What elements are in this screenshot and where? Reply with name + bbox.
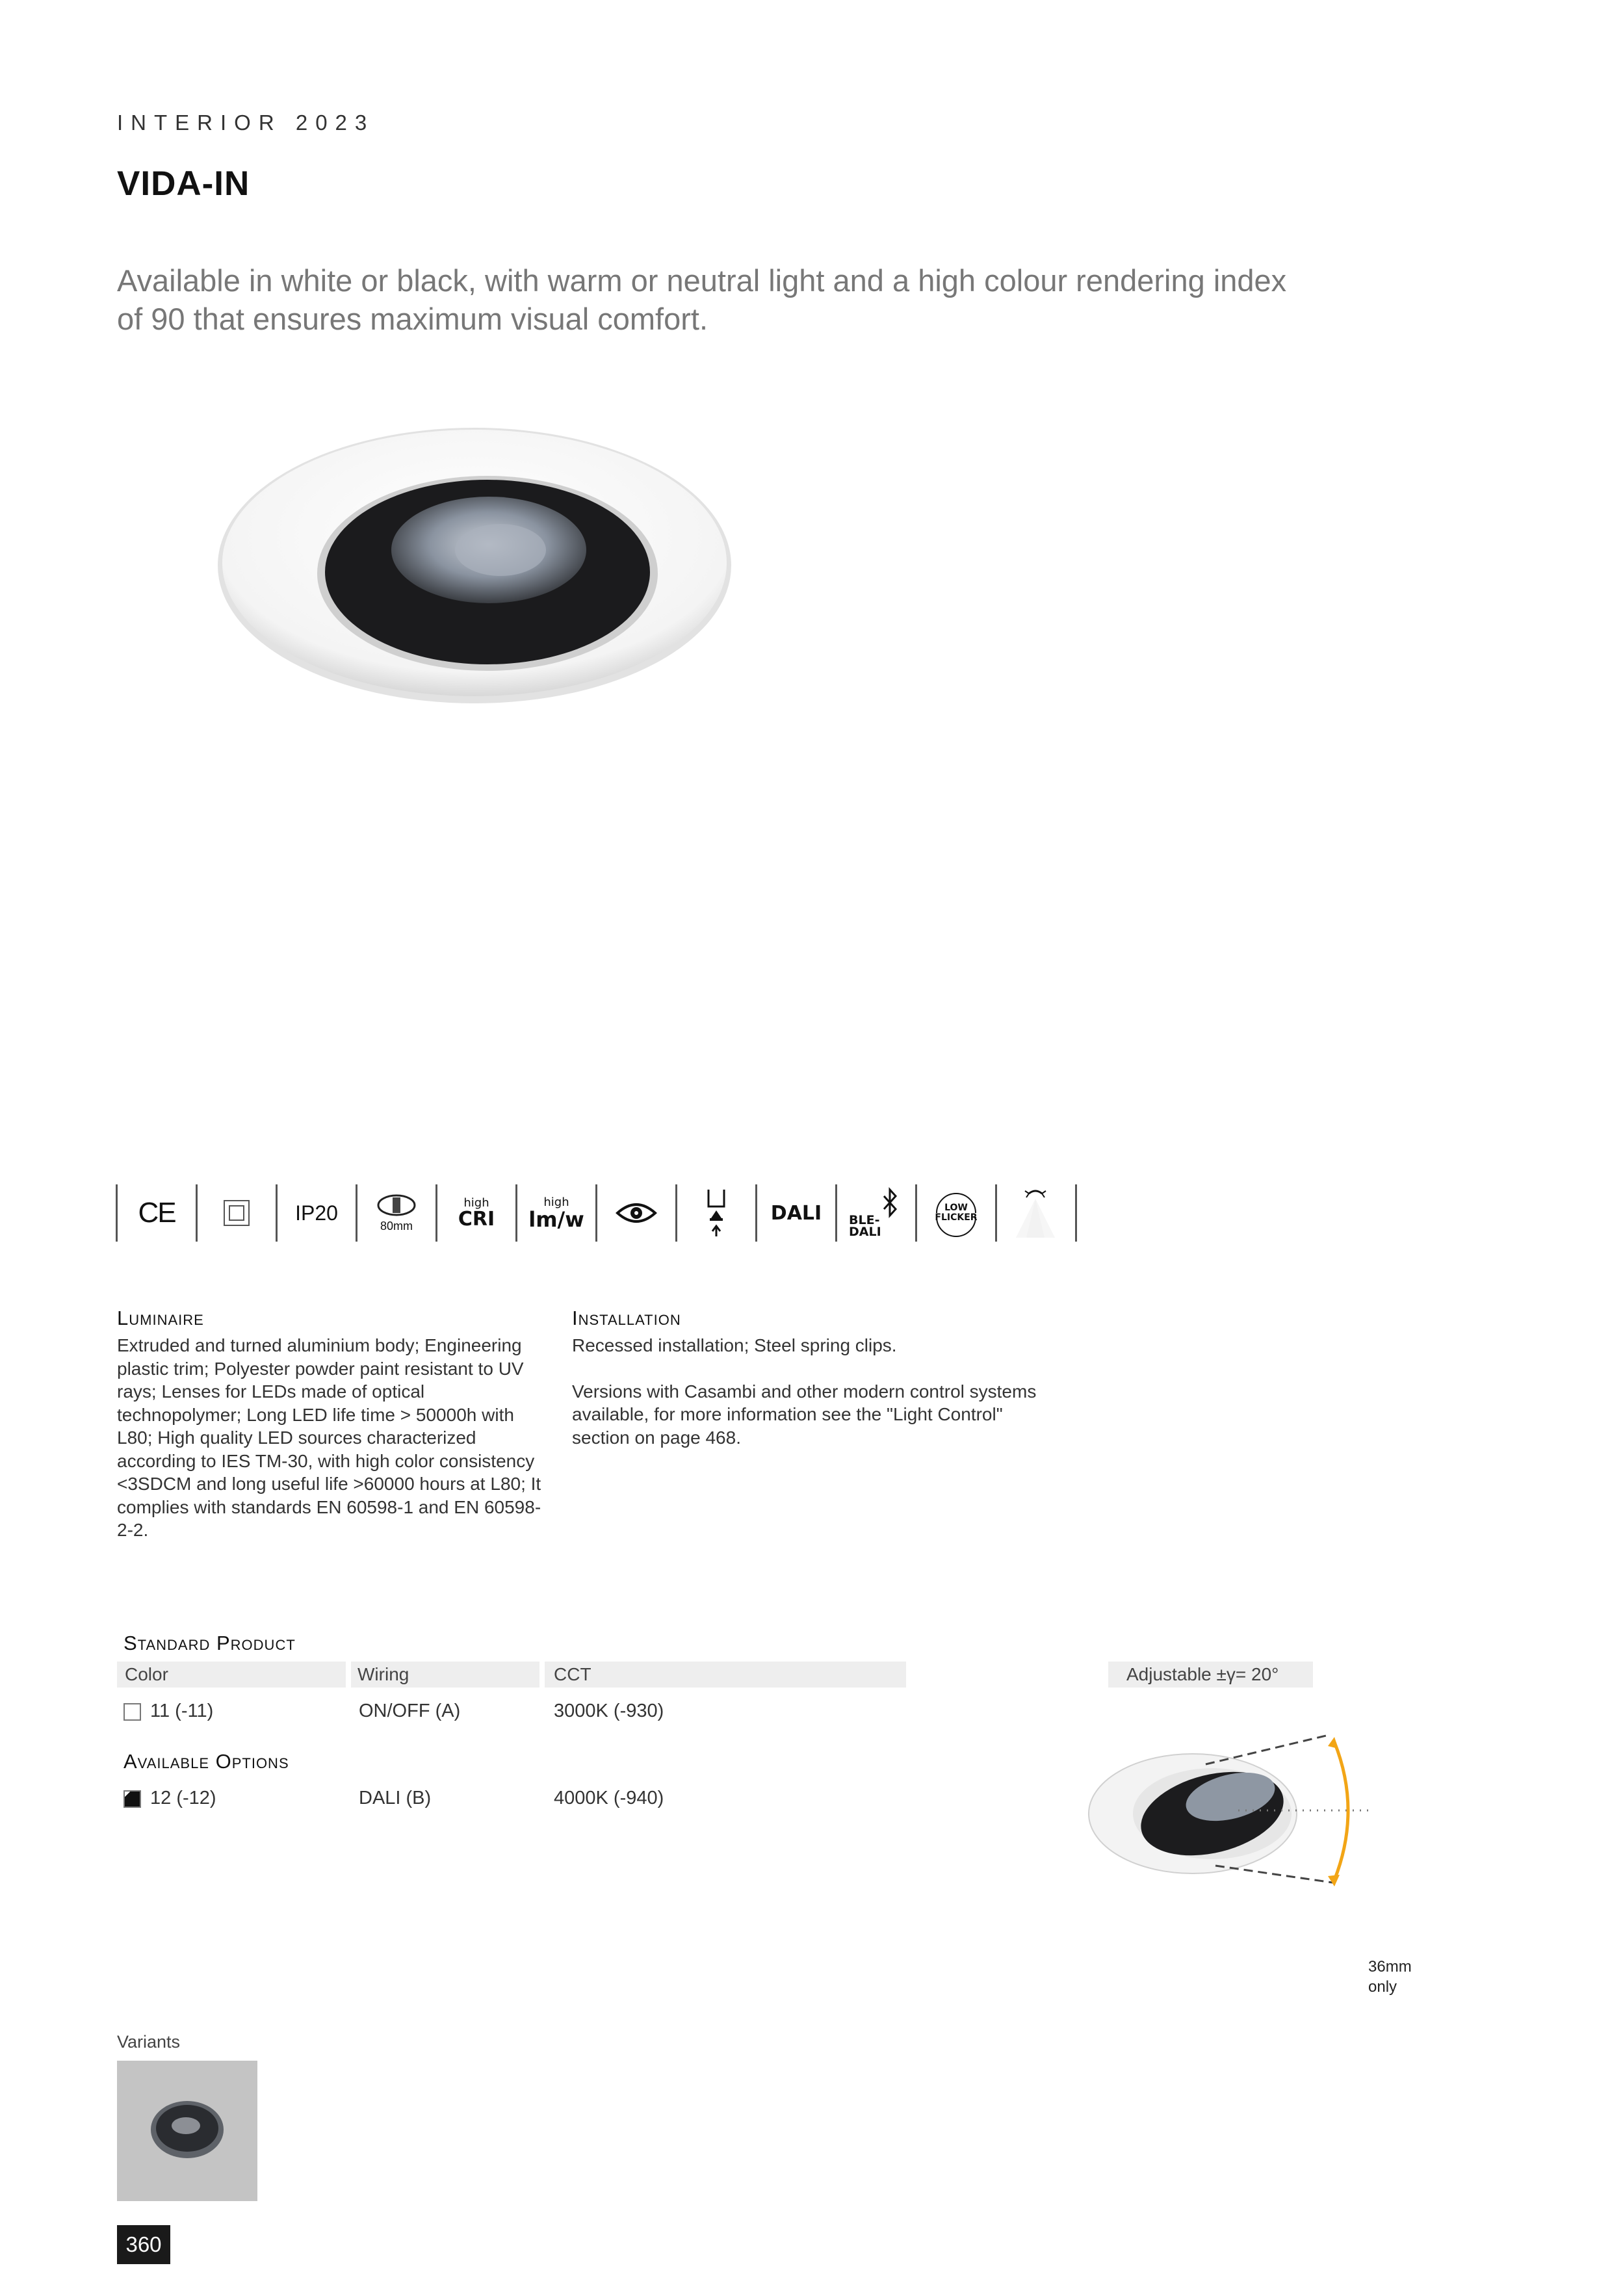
dali-icon: DALI [755,1184,835,1242]
standard-color-cell [123,1701,213,1722]
white-swatch [123,1703,141,1721]
black-swatch [123,1790,141,1808]
column-header-wiring: Wiring [351,1662,539,1688]
ble-dali-icon: BLE-DALI [835,1184,915,1242]
option-cct-value: 4000K (-940) [554,1788,664,1808]
low-flicker-icon: LOW FLICKER [915,1184,995,1242]
option-wiring-value: DALI (B) [359,1788,432,1808]
column-header-cct: CCT [545,1662,906,1688]
recessed-install-icon [675,1184,755,1242]
page-number: 360 [117,2225,170,2264]
variant-thumbnail[interactable] [117,2061,257,2201]
size-note-line2: only [1368,1978,1397,1996]
catalog-kicker: INTERIOR 2023 [117,111,375,135]
feature-icon-strip [116,1184,1077,1242]
standard-cct-value: 3000K (-930) [554,1701,664,1721]
eye-comfort-icon [595,1184,675,1242]
class-ii-icon [196,1184,276,1242]
installation-text-1: Recessed installation; Steel spring clips. [572,1335,897,1355]
adjustable-tilt-image [1082,1716,1381,1898]
size-note [1368,1957,1412,1997]
luminaire-text: Extruded and turned aluminium body; Engineering plastic trim; Polyester powder paint resistant to UV rays; Lenses for LEDs made of optical technopolymer; Long LED life time > 50000h with L80; High quality LED sources characterized according to IES TM-30, with high color consistency <3SDCM and long useful life >60000 hours at L80; It complies with standards EN 60598-1 and EN 60598-2-2. [117,1335,541,1540]
high-cri-icon: high CRI [435,1184,515,1242]
cutout-icon: 80mm [356,1184,435,1242]
size-note-line1: 36mm [1368,1958,1412,1976]
product-hero-image [195,403,754,728]
adjustable-beam-icon [995,1184,1077,1242]
column-header-color: Color [117,1662,346,1688]
product-intro: Available in white or black, with warm or neutral light and a high colour rendering index of 90 that ensures maximum visual comfort. [117,263,1287,336]
luminaire-heading: Luminaire [117,1307,204,1329]
standard-color-value: 11 (-11) [150,1701,214,1721]
option-color-value: 12 (-12) [150,1788,216,1808]
ce-mark-icon: CE [116,1184,196,1242]
installation-text [572,1334,1040,1449]
ip20-icon: IP20 [276,1184,356,1242]
installation-text-2: Versions with Casambi and other modern control systems available, for more information see the "Light Control" section on page 468. [572,1381,1037,1448]
option-color-cell [123,1788,216,1809]
standard-wiring-value: ON/OFF (A) [359,1701,461,1721]
product-title: VIDA-IN [117,164,250,203]
standard-product-heading: Standard Product [123,1632,296,1654]
variants-label: Variants [117,2032,181,2052]
installation-heading: Installation [572,1307,681,1329]
available-options-heading: Available Options [123,1750,289,1773]
adjustable-label: Adjustable ±γ= 20° [1108,1662,1313,1688]
high-lmw-icon: high lm/w [515,1184,595,1242]
